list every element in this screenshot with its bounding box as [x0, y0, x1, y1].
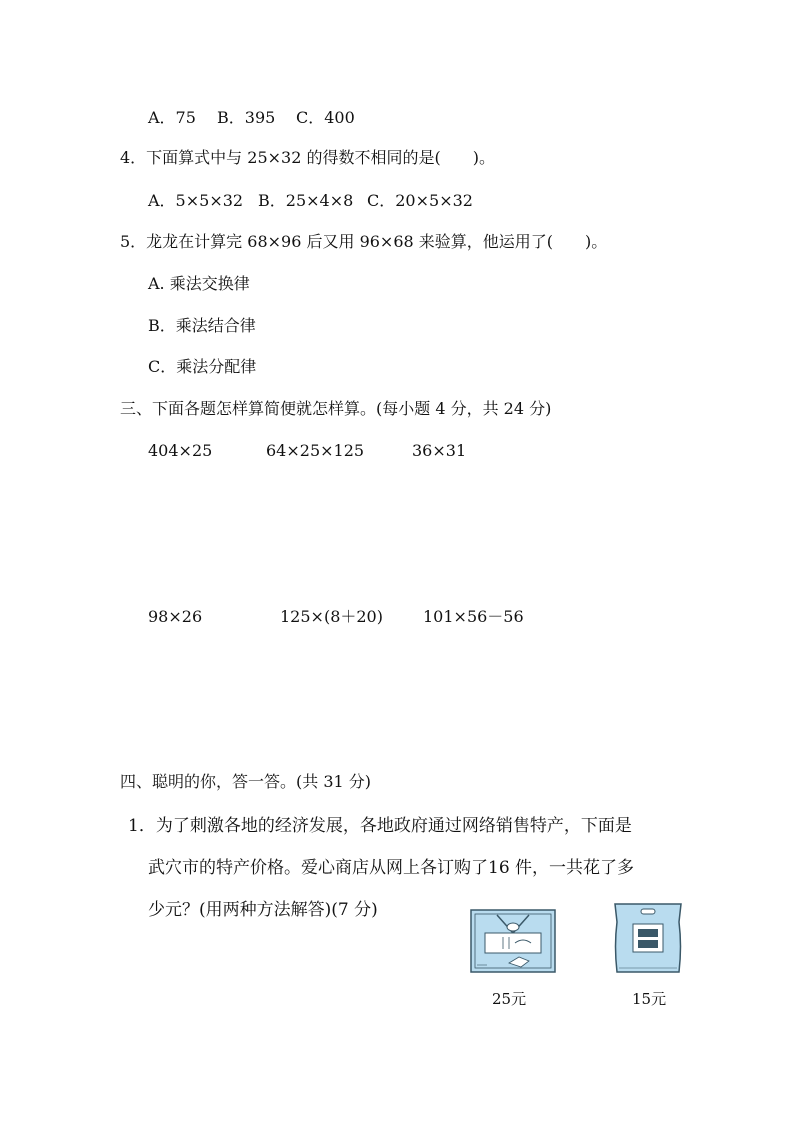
q3-option-b: B．395	[217, 108, 276, 127]
q5-option-a: A. 乘法交换律	[148, 274, 250, 293]
q3-option-c: C．400	[296, 108, 355, 127]
expr-6: 101×56－56	[423, 607, 524, 626]
s4-q1-line3: 少元？(用两种方法解答)(7 分)	[148, 900, 378, 920]
q5-option-b: B．乘法结合律	[148, 316, 256, 335]
section3-heading: 三、下面各题怎样算简便就怎样算。(每小题 4 分，共 24 分)	[120, 399, 552, 418]
q4-stem: 4．下面算式中与 25×32 的得数不相同的是( )。	[120, 148, 495, 167]
s4-q1-line1: 1．为了刺激各地的经济发展，各地政府通过网络销售特产，下面是	[128, 816, 632, 836]
yam-box-illustration	[469, 907, 557, 974]
q5-option-c: C．乘法分配律	[148, 357, 257, 376]
expr-5: 125×(8＋20)	[280, 607, 383, 626]
q4-option-b: B．25×4×8	[258, 191, 354, 210]
q3-option-a: A．75	[148, 108, 196, 127]
s4-q1-line2: 武穴市的特产价格。爱心商店从网上各订购了16 件，一共花了多	[148, 858, 635, 878]
q5-stem: 5．龙龙在计算完 68×96 后又用 96×68 来验算，他运用了( )。	[120, 232, 608, 251]
expr-4: 98×26	[148, 607, 203, 626]
product2-price: 15元	[632, 990, 667, 1008]
expr-2: 64×25×125	[266, 441, 365, 460]
product1-price: 25元	[492, 990, 527, 1008]
q4-option-a: A．5×5×32	[148, 191, 244, 210]
section4-heading: 四、聪明的你，答一答。(共 31 分)	[120, 772, 372, 791]
snack-bag-illustration	[613, 900, 683, 976]
expr-1: 404×25	[148, 441, 213, 460]
expr-3: 36×31	[412, 441, 467, 460]
q4-option-c: C．20×5×32	[367, 191, 473, 210]
